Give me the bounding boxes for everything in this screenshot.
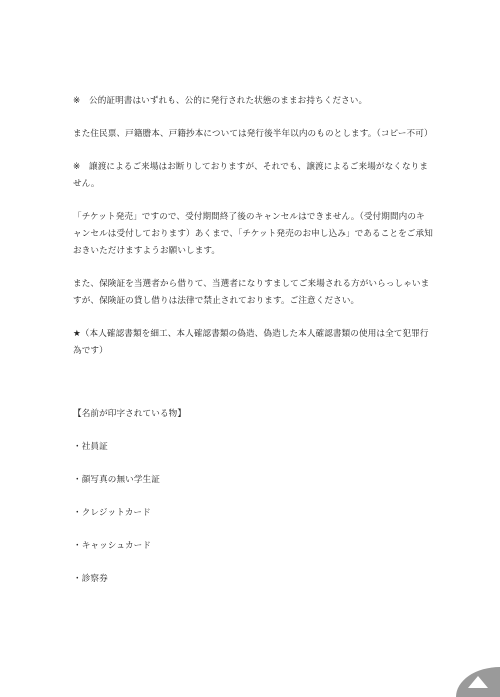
note-paragraph: また住民票、戸籍謄本、戸籍抄本については発行後半年以内のものとします。（コピー不可） [73,129,433,139]
list-item: ・キャッシュカード [73,541,152,551]
warning-paragraph: ★（本人確認書類を細工、本人確認書類の偽造、偽造した本人確認書類の使用は全て犯罪行為です） [73,329,429,356]
list-item: ・診察券 [73,574,108,584]
id-list [73,439,433,588]
list-item: ・社員証 [73,442,108,452]
scroll-to-top-button[interactable] [456,667,500,697]
note-paragraph: また、保険証を当選者から借りて、当選者になりすましてご来場される方がいらっしゃいますが、保険証の貸し借りは法律で禁止されております。ご注意ください。 [73,279,430,306]
list-item: ・クレジットカード [73,508,151,518]
note-paragraph: 「チケット発売」ですので、受付期間終了後のキャンセルはできません。（受付期間内のキャンセルは受付しております）あくまで、「チケット発売のお申し込み」であることをご承知おきいただけますようお願いします。 [73,212,433,256]
list-heading: 【名前が印字されている物】 [73,409,187,419]
note-paragraph: ※ 公的証明書はいずれも、公的に発行された状態のままお持ちください。 [73,96,368,106]
note-paragraph: ※ 譲渡によるご来場はお断りしておりますが、それでも、譲渡によるご来場がなくなりません。 [73,162,429,189]
section-spacer [73,360,433,406]
chevron-up-icon [468,676,488,688]
document-body [73,93,433,588]
list-item: ・顔写真の無い学生証 [73,475,160,485]
